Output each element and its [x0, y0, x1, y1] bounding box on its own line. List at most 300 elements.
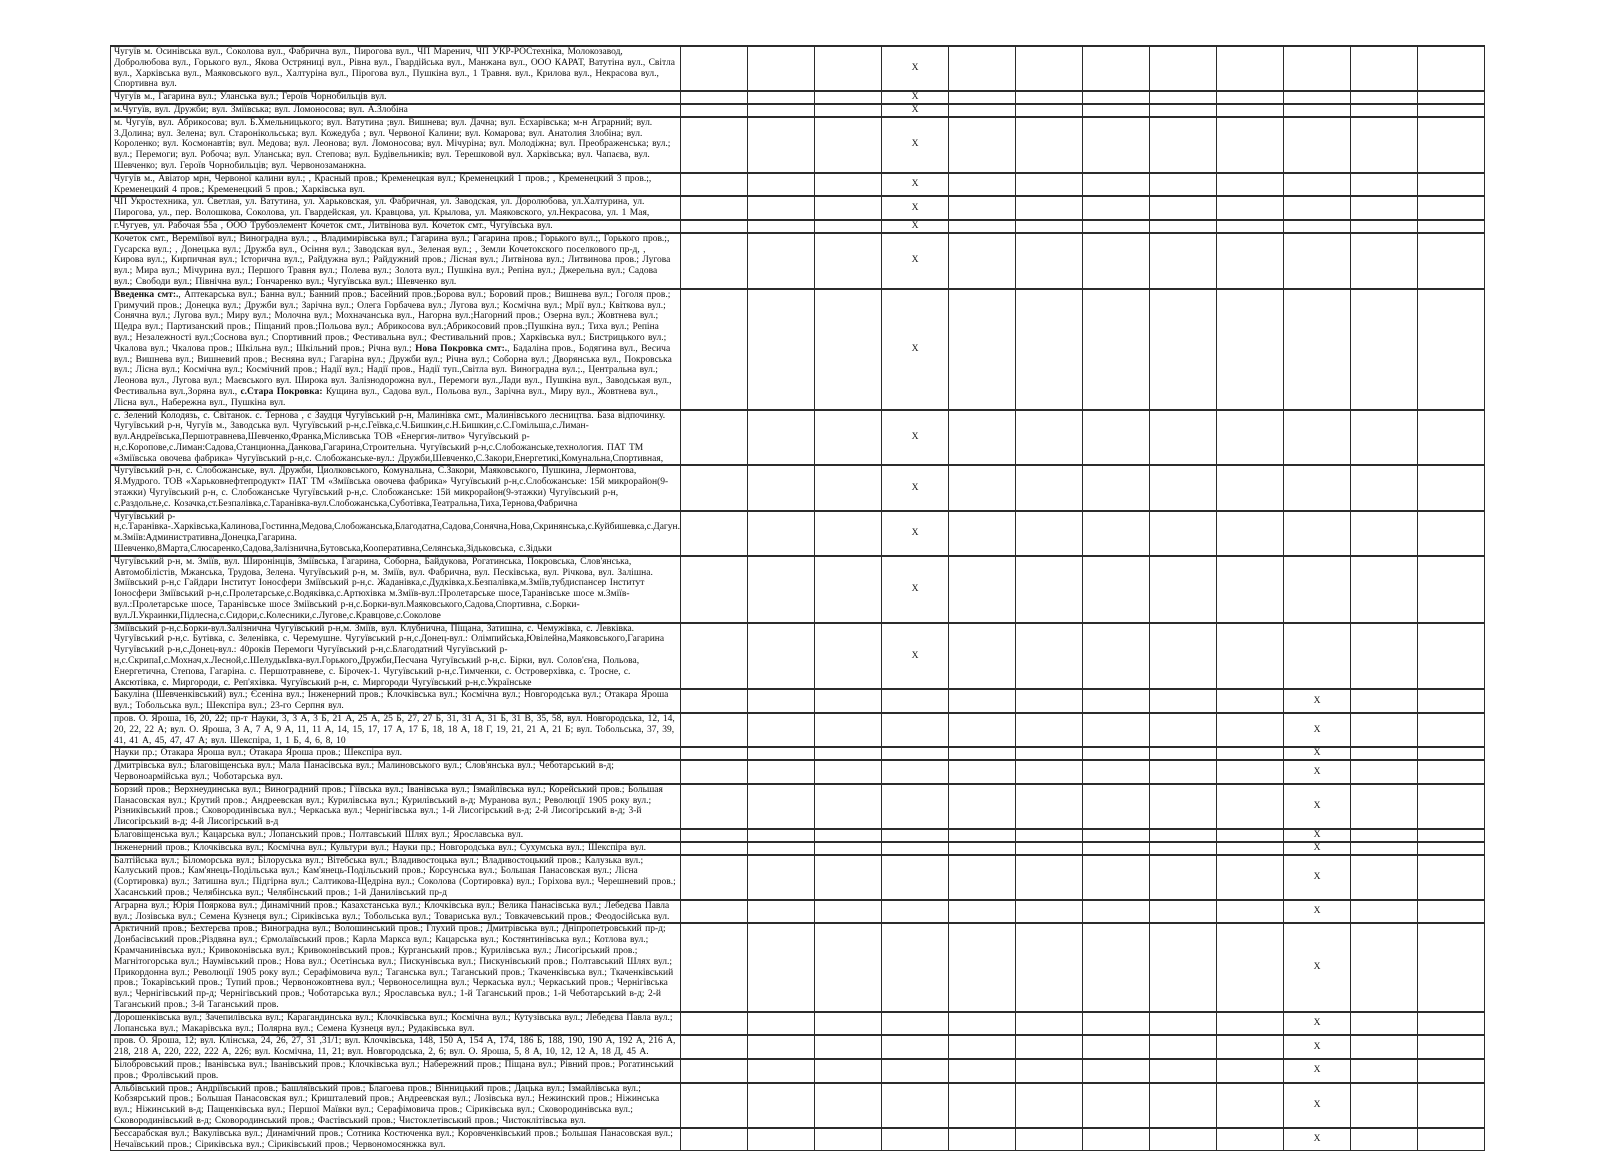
x-mark-cell: X [1284, 923, 1351, 1011]
empty-cell [1351, 465, 1418, 510]
empty-cell [949, 689, 1016, 713]
empty-cell [1418, 117, 1485, 173]
empty-cell [681, 713, 748, 747]
streets-cell [111, 556, 681, 623]
empty-cell [1217, 713, 1284, 747]
empty-cell [1418, 855, 1485, 900]
table-row [111, 233, 1485, 289]
empty-cell [681, 760, 748, 784]
empty-cell [815, 196, 882, 220]
empty-cell [1418, 1059, 1485, 1083]
empty-cell [1150, 220, 1217, 233]
empty-cell [1351, 1035, 1418, 1059]
empty-cell [681, 623, 748, 690]
empty-cell [1418, 104, 1485, 117]
empty-cell [1418, 91, 1485, 104]
empty-cell [815, 1012, 882, 1036]
streets-text: г.Чугуев, ул. Рабочая 55а , ООО Трубоэлемент Кочеток смт., Литвінова вул. Кочеток смт., Чугуївська вул. [114, 220, 553, 231]
empty-cell [1083, 900, 1150, 924]
empty-cell [1016, 91, 1083, 104]
empty-cell [815, 1059, 882, 1083]
streets-text: Аграрна вул.; Юрія Пояркова вул.; Динамічний пров.; Казахстанська вул.; Клочківська вул.; Велика Панасівська вул.; Лебедєва Павла вул.; Лозівська вул.; Семена Кузнеця вул.; Сіриківська вул.; Тобольська вул.; Товариська вул.; Товкачевський пров.; Феодосійська вул. [114, 900, 670, 922]
empty-cell [1284, 46, 1351, 91]
empty-cell [815, 623, 882, 690]
empty-cell [1351, 900, 1418, 924]
streets-text: Альбівський пров.; Андріївський пров.; Башляївський пров.; Благоева пров.; Вінницький пров.; Дацька вул.; Ізмайлівська вул.; Кобзярський пров.; Большая Панасовская вул.; Кришталевий пров.; Андреевская вул.; Лозівська вул.; Нежинский пров.; Ніжинська вул.; Ніжинський в-д; Пащенківська вул.; Першої Маївки вул.; Серафімовича пров.; Сіриківська вул.; Сковородинівська вул.; Сковородинівський в-д; Сковородинський пров.; Фастівський пров.; Чистоклетівський пров.; Чистоклітівська вул. [114, 1083, 660, 1126]
empty-cell [748, 465, 815, 510]
empty-cell [1217, 104, 1284, 117]
empty-cell [1418, 511, 1485, 556]
empty-cell [748, 117, 815, 173]
empty-cell [1016, 117, 1083, 173]
streets-cell [111, 1035, 681, 1059]
empty-cell [1150, 713, 1217, 747]
empty-cell [1284, 556, 1351, 623]
streets-text: , Аптекарська вул.; Банна вул.; Банний пров.; Басейний пров.;Борова вул.; Боровий пров.; Вишнева вул.; Гоголя пров.; Гримучий пров.; Донецка вул.; Дружби вул.; Зарічна вул.; Олега Горбачева вул.; Лугова вул.; Космічна вул.; Мрії вул.; Квіткова вул.; Сонячна вул.; Лугова вул.; Миру вул.; Молочна вул.; Мохначанська вул., Нагорна вул.;Нагорний пров.; Озерна вул.; Жовтнева вул.; Щедра вул.; Партизанский пров.; Піщаний пров.;Польова вул.; Абрикосова вул.;Абрикосовий пров.;Пушкіна вул.; Тиха вул.; Репіна вул.; Незалежності вул.;Соснова вул.; Спортивний пров.; Фестивальна вул.; Фестивальний пров.; Харківська вул.; Бистрицького вул.; Чкалова вул.; Чкалова пров.; Шкільна вул.; Шкільний пров.; Річна вул.; [114, 289, 671, 354]
streets-cell [111, 747, 681, 760]
empty-cell [681, 91, 748, 104]
empty-cell [1217, 410, 1284, 466]
empty-cell [1083, 173, 1150, 197]
streets-cell [111, 117, 681, 173]
empty-cell [748, 1012, 815, 1036]
empty-cell [681, 1012, 748, 1036]
streets-cell [111, 233, 681, 289]
empty-cell [1418, 465, 1485, 510]
empty-cell [681, 46, 748, 91]
empty-cell [1217, 689, 1284, 713]
table-row [111, 855, 1485, 900]
streets-text: Дорошенківська вул.; Зачепилівська вул.; Карагандинська вул.; Клочківська вул.; Космічна вул.; Кутузівська вул.; Лебедєва Павла вул.; Лопанська вул.; Макарівська вул.; Полярна вул.; Семена Кузнеця вул.; Рудаківська вул. [114, 1012, 673, 1034]
streets-cell [111, 1012, 681, 1036]
x-mark-cell: X [882, 104, 949, 117]
table-row [111, 410, 1485, 466]
x-mark-cell: X [1284, 713, 1351, 747]
empty-cell [949, 747, 1016, 760]
empty-cell [1284, 196, 1351, 220]
empty-cell [949, 556, 1016, 623]
empty-cell [1351, 91, 1418, 104]
empty-cell [748, 784, 815, 829]
empty-cell [681, 842, 748, 855]
empty-cell [1418, 556, 1485, 623]
empty-cell [748, 233, 815, 289]
streets-text: Науки пр.; Отакара Яроша вул.; Отакара Яроша пров.; Шекспіра вул. [114, 748, 403, 759]
table-row [111, 900, 1485, 924]
table-row [111, 511, 1485, 556]
empty-cell [882, 900, 949, 924]
empty-cell [1150, 855, 1217, 900]
x-mark-cell: X [1284, 689, 1351, 713]
x-mark-cell: X [1284, 760, 1351, 784]
empty-cell [1016, 289, 1083, 410]
table-row [111, 46, 1485, 91]
empty-cell [882, 689, 949, 713]
empty-cell [748, 747, 815, 760]
empty-cell [1016, 760, 1083, 784]
empty-cell [748, 220, 815, 233]
table-row [111, 104, 1485, 117]
streets-cell [111, 713, 681, 747]
empty-cell [815, 760, 882, 784]
streets-cell [111, 1059, 681, 1083]
empty-cell [1217, 233, 1284, 289]
empty-cell [1083, 1035, 1150, 1059]
empty-cell [1083, 623, 1150, 690]
empty-cell [1150, 900, 1217, 924]
empty-cell [681, 196, 748, 220]
empty-cell [1083, 829, 1150, 842]
empty-cell [949, 196, 1016, 220]
empty-cell [1217, 465, 1284, 510]
empty-cell [681, 784, 748, 829]
empty-cell [1351, 233, 1418, 289]
empty-cell [1418, 1128, 1485, 1151]
table-row [111, 1012, 1485, 1036]
empty-cell [815, 829, 882, 842]
empty-cell [1016, 855, 1083, 900]
empty-cell [949, 784, 1016, 829]
empty-cell [815, 556, 882, 623]
empty-cell [1083, 689, 1150, 713]
empty-cell [1083, 117, 1150, 173]
table-row [111, 689, 1485, 713]
empty-cell [748, 91, 815, 104]
empty-cell [1016, 196, 1083, 220]
streets-text: Борзий пров.; Верхнеудинська вул.; Виноградний пров.; Гіївська вул.; Іванівська вул.; Ізмайлівська вул.; Корейський пров.; Большая Панасовская вул.; Крутий пров.; Андреевская вул.; Курилівська вул.; Курилівський в-д; Муранова вул.; Революції 1905 року вул.; Різниківський пров.; Сковородинівська вул.; Черкаська вул.; Чернігівська вул.; 1-й Лисогірський в-д; 2-й Лисогірський в-д; 3-й Лисогірський в-д; 4-й Лисогірський в-д [114, 784, 663, 828]
empty-cell [681, 747, 748, 760]
streets-text: пров. О. Яроша, 16, 20, 22; пр-т Науки, 3, 3 А, 3 Б, 21 А, 25 А, 25 Б, 27, 27 Б, 31, 31 А, 31 Б, 31 В, 35, 58, вул. Новгородська, 12, 14, 20, 22, 22 А; вул. О. Яроша, 3 А, 7 А, 9 А, 11, 11 А, 14, 15, 17, 17 А, 17 Б, 18, 18 А, 18 Г, 19, 21, 21 А, 21 Б; вул. Тобольська, 37, 39, 41, 41 А, 45, 47, 47 А; вул. Шекспіра, 1, 1 Б, 4, 6, 8, 10 [114, 714, 675, 746]
streets-text: Арктичний пров.; Бехтерєва пров.; Виноградна вул.; Волошинський пров.; Глухий пров.; Дмитрівська вул.; Дніпропетровський пр-д; Донбасівський пров.;Різдвяна вул.; Єрмолаївський пров.; Карла Маркса вул.; Кацарська вул.; Костянтинівська вул.; Котлова вул.; Крамчанинівська вул.; Кривоконівська вул.; Кривоконівський пров.; Курганський пров.; Курилівська вул.; Лисогірський пров.; Магнітогорська вул.; Наумівський пров.; Нова вул.; Осетінська вул.; Пискунівська вул.; Пискунівський пров.; Полтавський Шлях вул.; Прикордонна вул.; Революції 1905 року вул.; Серафімовича вул.; Таганська вул.; Таганський пров.; Ткаченківська вул.; Ткаченківський пров.; Токарівський пров.; Тупий пров.; Червоножовтнева вул.; Червоноселищна вул.; Черкаська вул.; Черкаський пров.; Чернігівська вул.; Чернігівський пр-д; Чернігівський пров.; Чоботарська вул.; Ярославська вул.; 1-й Таганський пров.; 1-й Чеботарський в-д; 2-й Таганський пров.; 3-й Таганський пров. [114, 924, 674, 1010]
empty-cell [748, 1059, 815, 1083]
table-row [111, 784, 1485, 829]
x-mark-cell: X [882, 220, 949, 233]
empty-cell [882, 1059, 949, 1083]
empty-cell [681, 104, 748, 117]
empty-cell [1418, 1012, 1485, 1036]
streets-text: Чугуїв м. Осинівська вул., Соколова вул., Фабрична вул., Пирогова вул., ЧП Маренич, ЧП УКР-РОСтехніка, Молокозавод, Добролюбова вул., Горького вул., Якова Остряниці вул., Рівна вул., Гвардійська вул., Манжана вул., ООО КАРАТ, Ватутіна вул., Світла вул., Харківська вул., Маяковського вул., Халтуріна вул., Пірогова вул., Пушкіна вул., 1 Травня. вул., Крилова вул., Некрасова вул., Спортивна вул. [114, 47, 675, 90]
empty-cell [1150, 923, 1217, 1011]
empty-cell [1351, 556, 1418, 623]
x-mark-cell: X [1284, 900, 1351, 924]
x-mark-cell: X [882, 117, 949, 173]
empty-cell [1150, 842, 1217, 855]
x-mark-cell: X [1284, 842, 1351, 855]
empty-cell [1016, 1128, 1083, 1151]
streets-cell [111, 829, 681, 842]
empty-cell [1351, 1059, 1418, 1083]
streets-text: м. Чугуїв, вул. Абрикосова; вул. Б.Хмельницького; вул. Ватутина ;вул. Вишнева; вул. Дачна; вул. Есхарівська; м-н Аграрний; вул. З.Долина; вул. Зелена; вул. Старонікольська; вул. Кожедуба ; вул. Червоної Калини; вул. Комарова; вул. Анатолия Злобіна; вул. Короленко; вул. Космонавтів; вул. Медова; вул. Леонова; вул. Ломоносова; вул. Мічуріна; вул. Молодіжна; вул. Преображенська; вул.; вул.; Перемоги; вул. Робоча; вул. Уланська; вул. Степова; вул. Будівельників; вул. Терешковой вул. Харківська; вул. Чапаєва, вул. Шевченко; вул. Героїв Чорнобильців; вул. Червонозаманжна. [114, 117, 671, 171]
table-row [111, 1035, 1485, 1059]
x-mark-cell: X [882, 46, 949, 91]
empty-cell [1418, 173, 1485, 197]
streets-cell [111, 289, 681, 410]
empty-cell [1418, 784, 1485, 829]
empty-cell [1083, 923, 1150, 1011]
empty-cell [681, 1059, 748, 1083]
empty-cell [681, 556, 748, 623]
empty-cell [1418, 289, 1485, 410]
empty-cell [949, 117, 1016, 173]
x-mark-cell: X [882, 289, 949, 410]
empty-cell [1217, 760, 1284, 784]
x-mark-cell: X [1284, 784, 1351, 829]
empty-cell [815, 1083, 882, 1128]
empty-cell [748, 104, 815, 117]
empty-cell [1418, 747, 1485, 760]
empty-cell [949, 923, 1016, 1011]
empty-cell [1150, 1035, 1217, 1059]
empty-cell [1150, 556, 1217, 623]
empty-cell [748, 511, 815, 556]
table-row [111, 747, 1485, 760]
empty-cell [681, 923, 748, 1011]
empty-cell [1284, 173, 1351, 197]
empty-cell [949, 760, 1016, 784]
empty-cell [815, 900, 882, 924]
empty-cell [681, 117, 748, 173]
empty-cell [1284, 465, 1351, 510]
empty-cell [1217, 1083, 1284, 1128]
empty-cell [1083, 410, 1150, 466]
table-row [111, 289, 1485, 410]
empty-cell [1016, 173, 1083, 197]
empty-cell [882, 784, 949, 829]
empty-cell [681, 900, 748, 924]
empty-cell [1418, 220, 1485, 233]
empty-cell [1016, 900, 1083, 924]
empty-cell [1418, 923, 1485, 1011]
empty-cell [681, 829, 748, 842]
empty-cell [949, 1035, 1016, 1059]
empty-cell [1016, 713, 1083, 747]
streets-text: с. Зелений Колодязь, с. Світанок. с. Тернова , с Заудця Чугуївський р-н, Малинівка смт., Малинівського лесництва. База відпочинку. Чугуївський р-н, Чугуїв м., Заводська вул. Чугуївський р-н,с.Геївка,с.Ч.Бишкин,с.Н.Бишкин,с.С.Гомільша,с.Лиман-вул.Андреївська,Першотравнева,Шевченко,Франка,Місливська ТОВ «Енергия-литво» Чугуївський р-н,с.Коропове,с.Лиман:Садова,Станционна,Данкова,Гагарина,Строительна. Чугуївський р-н,с.Слобожанське,технология. ПАТ ТМ «Зміївська овочева фабрика» Чугуївський р-н,с. Слобожанське-вул.: Дружби,Шевченко,С.Закори,Енергетикі,Комунальна,Спортивная, [114, 410, 666, 464]
empty-cell [949, 713, 1016, 747]
streets-cell [111, 410, 681, 466]
streets-cell [111, 689, 681, 713]
empty-cell [1016, 829, 1083, 842]
empty-cell [1150, 1083, 1217, 1128]
settlement-label: Введенка смт:. [114, 289, 179, 300]
empty-cell [815, 220, 882, 233]
empty-cell [949, 842, 1016, 855]
empty-cell [1351, 46, 1418, 91]
empty-cell [815, 784, 882, 829]
empty-cell [1150, 784, 1217, 829]
x-mark-cell: X [1284, 747, 1351, 760]
streets-cell [111, 855, 681, 900]
streets-text: ЧП Укростехника, ул. Светлая, ул. Ватутина, ул. Харьковская, ул. Фабричная, ул. Заводская, ул. Доролюбова, ул.Халтурина, ул. Пирогова, ул., пер. Волошкова, Соколова, ул. Гвардейская, ул. Кравцова, ул. Крылова, ул. Маяковского, ул.Некрасова, ул. 1 Мая, [114, 197, 650, 219]
empty-cell [949, 465, 1016, 510]
x-mark-cell: X [1284, 1083, 1351, 1128]
empty-cell [1150, 1059, 1217, 1083]
settlement-label: с.Стара Покровка: [240, 386, 323, 397]
empty-cell [1016, 623, 1083, 690]
empty-cell [1083, 104, 1150, 117]
empty-cell [681, 1035, 748, 1059]
empty-cell [815, 923, 882, 1011]
empty-cell [949, 829, 1016, 842]
empty-cell [1351, 689, 1418, 713]
empty-cell [882, 855, 949, 900]
empty-cell [748, 900, 815, 924]
x-mark-cell: X [1284, 855, 1351, 900]
empty-cell [681, 855, 748, 900]
x-mark-cell: X [882, 410, 949, 466]
empty-cell [1016, 511, 1083, 556]
streets-text: Інженерний пров.; Клочківська вул.; Космічна вул.; Культури вул.; Науки пр.; Новгородська вул.; Сухумська вул.; Шекспіра вул. [114, 842, 647, 853]
empty-cell [1217, 46, 1284, 91]
streets-text: Чугуївський р-н, с. Слобожанське, вул. Дружби, Циолковського, Комунальна, С.Закори, Маяковського, Пушкина, Лермонтова, Я.Мудрого. ТОВ «Харьковнефтепродукт» ПАТ ТМ «Зміївська овочева фабрика» Чугуївський р-н,с.Слобожанське: 15й микрорайон(9-этажки) Чугуївський р-н, с. Слобожанське Чугуївський р-н,с. Слобожанське: 15й микрорайон(9-этажки) Чугуївський р-н, с.Раздольне,с. Козачка,ст.Безпалівка,с.Таранівка-вул.Слобожанська,Суботівка,Театральна,Тиха,Тернова,Фабрична [114, 466, 669, 509]
empty-cell [1016, 747, 1083, 760]
empty-cell [1217, 623, 1284, 690]
empty-cell [949, 1128, 1016, 1151]
empty-cell [1083, 842, 1150, 855]
empty-cell [748, 46, 815, 91]
streets-text: пров. О. Яроша, 12; вул. Клінська, 24, 26, 27, 31 ,31/1; вул. Клочківська, 148, 150 А, 154 А, 174, 186 Б, 188, 190, 190 А, 192 А, 216 А, 218, 218 А, 220, 222, 222 А, 226; вул. Космічна, 11, 21; вул. Новгородська, 2, 6; вул. О. Яроша, 5, 8 А, 10, 12, 12 А, 18 Д, 45 А. [114, 1036, 676, 1058]
empty-cell [949, 233, 1016, 289]
streets-text: Благовіщенська вул.; Кацарська вул.; Лопанський пров.; Полтавський Шлях вул.; Ярославська вул. [114, 829, 524, 840]
x-mark-cell: X [882, 511, 949, 556]
empty-cell [1217, 784, 1284, 829]
x-mark-cell: X [882, 196, 949, 220]
empty-cell [1418, 46, 1485, 91]
empty-cell [1083, 233, 1150, 289]
empty-cell [1150, 829, 1217, 842]
streets-text: Чугуївський р-н, м. Зміїв, вул. Широнінців, Зміївська, Гагарина, Соборна, Байдукова, Рогатинська, Покровська, Слов'янська, Автомобілістів, Мжанська, Трудова, Зелена. Чугуївський р-н, м. Зміїв, вул. Фабрична, вул. Песківська, вул. Річкова, вул. Залішна. Зміївський р-н,с Гайдари Інститут Іоносфери Зміївський р-н,с. Жаданівка,с.Дудківка,х.Безпалівка,м.Зміїв,тубдиспансер Інститут Іоносфери Зміївський р-н,с.Пролетарське,с.Водяківка,с.Артюхівка м.Зміїв-вул.:Пролетарське шосе,Таранівське шосе м.Зміїв-вул.:Пролетарське шосе, Таранівське шосе Зміївський р-н,с.Борки-вул.Маяковського,Садова,Спортивна, с.Борки-вул.Л.Украинки,Підлесна,с.Сидори,с.Колесники,с.Лугове,с.Кравцове,с.Соколове [114, 556, 653, 621]
empty-cell [748, 760, 815, 784]
empty-cell [815, 289, 882, 410]
empty-cell [1083, 196, 1150, 220]
table-row [111, 623, 1485, 690]
empty-cell [1150, 173, 1217, 197]
empty-cell [1083, 747, 1150, 760]
empty-cell [1351, 1083, 1418, 1128]
empty-cell [1217, 1059, 1284, 1083]
empty-cell [1418, 1035, 1485, 1059]
empty-cell [1083, 1128, 1150, 1151]
streets-text: м.Чугуїв, вул. Дружби; вул. Зміївська; вул. Ломоносова; вул. А.Злобіна [114, 104, 408, 115]
empty-cell [815, 842, 882, 855]
empty-cell [1150, 465, 1217, 510]
empty-cell [1016, 46, 1083, 91]
empty-cell [1083, 1059, 1150, 1083]
x-mark-cell: X [882, 556, 949, 623]
x-mark-cell: X [1284, 1035, 1351, 1059]
empty-cell [949, 46, 1016, 91]
empty-cell [1083, 220, 1150, 233]
empty-cell [1351, 220, 1418, 233]
empty-cell [1150, 233, 1217, 289]
empty-cell [1150, 196, 1217, 220]
empty-cell [1351, 196, 1418, 220]
empty-cell [1284, 117, 1351, 173]
streets-cell [111, 1083, 681, 1128]
empty-cell [1217, 923, 1284, 1011]
table-row [111, 117, 1485, 173]
table-row [111, 829, 1485, 842]
empty-cell [1351, 511, 1418, 556]
empty-cell [815, 713, 882, 747]
empty-cell [748, 829, 815, 842]
empty-cell [1150, 623, 1217, 690]
empty-cell [748, 1035, 815, 1059]
empty-cell [1083, 289, 1150, 410]
empty-cell [1083, 1012, 1150, 1036]
empty-cell [949, 900, 1016, 924]
empty-cell [1150, 760, 1217, 784]
empty-cell [949, 1012, 1016, 1036]
empty-cell [949, 1083, 1016, 1128]
table-row [111, 173, 1485, 197]
empty-cell [681, 511, 748, 556]
empty-cell [815, 91, 882, 104]
empty-cell [1351, 117, 1418, 173]
empty-cell [1217, 842, 1284, 855]
empty-cell [949, 1059, 1016, 1083]
empty-cell [1150, 1012, 1217, 1036]
empty-cell [681, 289, 748, 410]
streets-cell [111, 91, 681, 104]
empty-cell [681, 1128, 748, 1151]
empty-cell [1150, 117, 1217, 173]
streets-cell [111, 46, 681, 91]
x-mark-cell: X [882, 233, 949, 289]
empty-cell [1351, 713, 1418, 747]
empty-cell [1217, 1012, 1284, 1036]
empty-cell [1351, 842, 1418, 855]
streets-cell [111, 465, 681, 510]
empty-cell [1016, 465, 1083, 510]
empty-cell [949, 220, 1016, 233]
empty-cell [1217, 220, 1284, 233]
empty-cell [815, 117, 882, 173]
streets-text: Кущина вул., Садова вул., Польова вул., Зарічна вул., Миру вул., Жовтнева вул., Лісна вул., Набережна вул., Пушкіна вул. [114, 386, 659, 408]
empty-cell [1217, 196, 1284, 220]
empty-cell [882, 1012, 949, 1036]
empty-cell [949, 289, 1016, 410]
empty-cell [949, 511, 1016, 556]
empty-cell [1351, 1012, 1418, 1036]
streets-cell [111, 1128, 681, 1151]
empty-cell [1016, 233, 1083, 289]
empty-cell [1284, 623, 1351, 690]
empty-cell [1150, 511, 1217, 556]
empty-cell [1351, 410, 1418, 466]
empty-cell [1351, 784, 1418, 829]
empty-cell [681, 689, 748, 713]
empty-cell [1083, 713, 1150, 747]
empty-cell [1217, 289, 1284, 410]
empty-cell [1217, 556, 1284, 623]
empty-cell [1150, 46, 1217, 91]
empty-cell [748, 689, 815, 713]
table-row [111, 1128, 1485, 1151]
table-row [111, 91, 1485, 104]
empty-cell [1083, 465, 1150, 510]
empty-cell [1016, 410, 1083, 466]
empty-cell [1217, 900, 1284, 924]
empty-cell [748, 842, 815, 855]
x-mark-cell: X [882, 91, 949, 104]
empty-cell [1083, 91, 1150, 104]
empty-cell [1217, 173, 1284, 197]
table-row [111, 556, 1485, 623]
empty-cell [815, 173, 882, 197]
empty-cell [1351, 1128, 1418, 1151]
streets-cell [111, 173, 681, 197]
empty-cell [1418, 689, 1485, 713]
